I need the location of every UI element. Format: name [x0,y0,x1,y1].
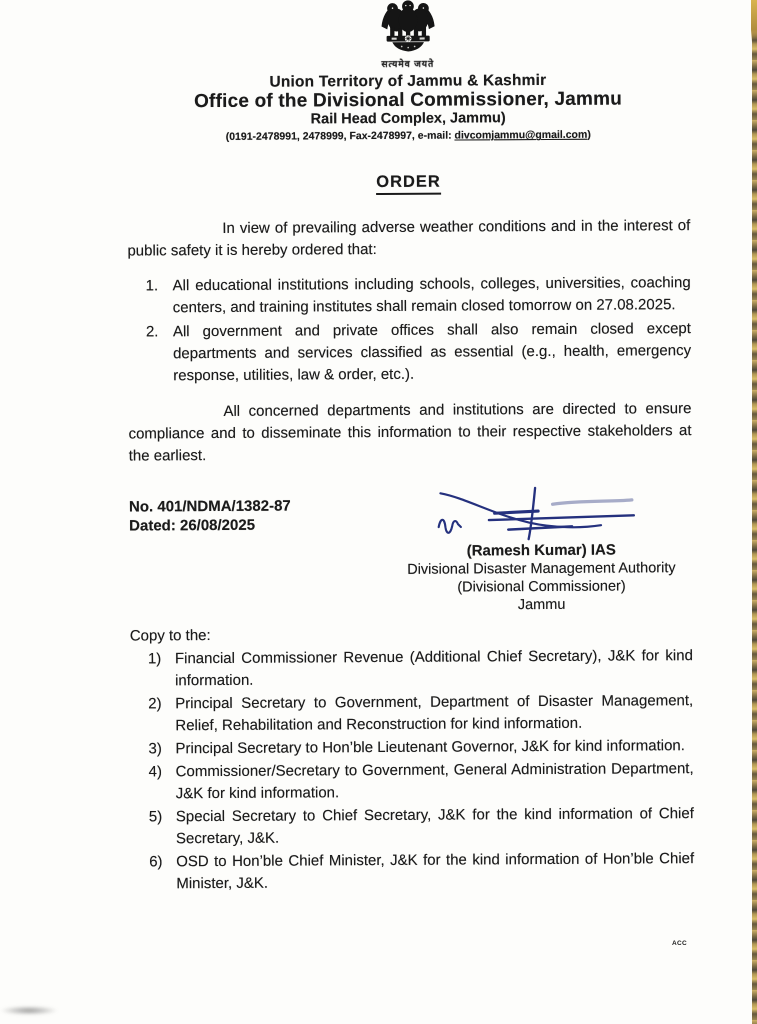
copy-item-6 [149,849,694,896]
closing-paragraph: All concerned departments and institutions are directed to ensure compliance and to disseminate this information to their respective stakeholders at the earliest. [128,400,692,465]
copy-section [130,623,695,896]
copy-item-4-text: Commissioner/Secretary to Government, General Administration Department, J&K for kind information. [175,760,694,803]
copy-item-5-number: 5) [148,808,163,826]
org-office-line: Office of the Divisional Commissioner, Jammu [193,88,623,113]
copy-item-6-text: OSD to Hon’ble Chief Minister, J&K for the kind information of Hon’ble Chief Minister, J&K. [176,850,695,893]
copy-item-1-text: Financial Commissioner Revenue (Additional Chief Secretary), J&K for kind information. [174,647,693,690]
contact-suffix: ) [587,129,591,142]
copy-item-5-text: Special Secretary to Chief Secretary, J&K for the kind information of Chief Secretary, J&K. [175,805,694,848]
copy-item-5 [149,804,694,851]
signatory-name: (Ramesh Kumar) IAS [466,542,616,560]
copy-item-2 [148,691,693,738]
copy-item-2-number: 2) [148,695,162,713]
order-item-2 [146,319,691,388]
order-item-2-number: 2. [145,323,159,341]
footer-initials-mark: ACC [672,940,687,947]
copy-item-2-text: Principal Secretary to Government, Department of Disaster Management, Relief, Rehabilitation and Reconstruction for kind information. [175,692,694,735]
reference-signature-row [129,489,693,617]
copy-item-4-number: 4) [148,763,163,781]
reference-number: No. 401/NDMA/1382-87 [128,497,291,516]
copy-item-6-number: 6) [149,853,163,871]
reference-block [129,491,291,536]
signature-block [390,483,693,616]
copy-heading: Copy to the: [129,627,211,645]
opening-paragraph: In view of prevailing adverse weather conditions and in the interest of public safety it is hereby ordered that: [127,217,691,260]
contact-phones: (0191-2478991, 2478999, Fax-2478997, e-mail: [225,129,455,144]
emblem-motto: सत्यमेव जयते [381,58,435,69]
signatory-location: Jammu [517,597,566,614]
signatory-authority: Divisional Disaster Management Authority [407,560,676,579]
org-address-line: Rail Head Complex, Jammu) [310,109,506,127]
copy-item-3-text: Principal Secretary to Hon’ble Lieutenant Governor, J&K for kind information. [175,737,685,758]
reference-date: Dated: 26/08/2025 [129,517,256,535]
contact-line [127,129,690,144]
copy-item-4 [149,759,694,806]
signatory-designation: (Divisional Commissioner) [457,578,626,596]
order-title-row [127,172,690,197]
copy-item-3 [148,736,693,761]
copy-item-3-number: 3) [148,740,162,758]
copy-item-1-number: 1) [147,650,162,668]
copy-item-1 [148,646,693,693]
contact-email: divcomjammu@gmail.com [454,129,588,142]
order-items-list [128,273,692,388]
order-item-2-text: All government and private offices shall also remain closed except departments and services classified as essential (e.g., health, emergency response, utilities, law & order, etc.). [172,320,692,385]
national-emblem-icon [126,0,689,58]
copy-list [130,646,694,896]
scan-edge-top-artifact [751,0,757,42]
letterhead [126,0,690,144]
signature-icon [431,483,651,542]
org-territory-line: Union Territory of Jammu & Kashmir [269,71,547,91]
document-title: ORDER [376,173,441,195]
order-item-1-number: 1. [145,277,159,295]
scan-corner-smudge [0,1006,58,1015]
order-item-1 [146,273,691,320]
scan-edge-artifact [752,0,757,1024]
order-item-1-text: All educational institutions including schools, colleges, universities, coaching centers, and training institutes shall remain closed tomorrow on 27.08.2025. [172,274,691,317]
